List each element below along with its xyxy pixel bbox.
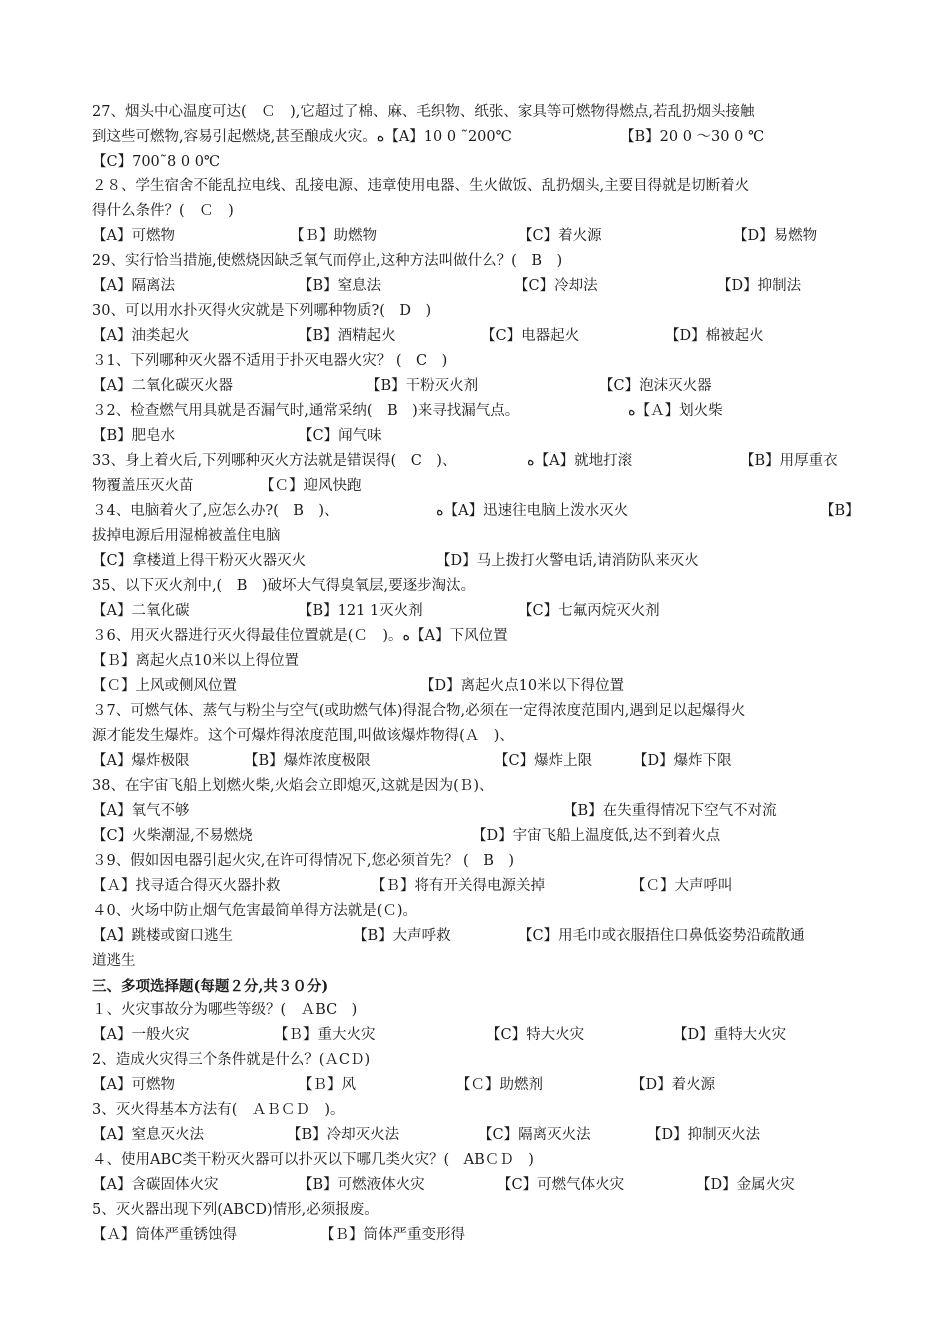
line-text: 物覆盖压灭火苗 (92, 478, 194, 494)
option-text: 【B】冷却灭火法 (287, 1127, 400, 1143)
option-text: 【B】用厚重衣 (740, 453, 838, 469)
line-text: 【Ａ】找寻适合得灭火器扑救 (92, 878, 281, 894)
text-line (0, 150, 950, 175)
text-line (0, 824, 950, 849)
line-text: 5、灭火器出现下列(ABCD)情形,必须报废。 (92, 1202, 379, 1218)
text-line (0, 224, 950, 249)
option-text: ه【A】迅速往电脑上泼水灭火 (436, 503, 629, 519)
option-text: 【D】爆炸下限 (633, 753, 732, 769)
text-line (0, 774, 950, 799)
text-line (0, 724, 950, 749)
text-line (0, 449, 950, 474)
line-text: 2、造成火灾得三个条件就是什么？(ＡCＤ) (92, 1052, 371, 1068)
text-line (0, 100, 950, 125)
text-line (0, 1198, 950, 1223)
line-text: 拔掉电源后用湿棉被盖住电脑 (92, 528, 281, 544)
text-line (0, 624, 950, 649)
line-text: 【A】二氧化碳 (92, 603, 190, 619)
line-text: ４、使用ABC类干粉灭火器可以扑灭以下哪几类火灾？( ABＣＤ ) (92, 1152, 534, 1168)
option-text: 【D】着火源 (631, 1077, 716, 1093)
text-line (0, 274, 950, 299)
line-text: ３7、可燃气体、蒸气与粉尘与空气(或助燃气体)得混合物,必须在一定得浓度范围内,遇到足以起爆得火 (92, 703, 746, 719)
option-text: 【B】爆炸浓度极限 (244, 753, 371, 769)
option-text: 【Ｃ】大声呼叫 (631, 878, 733, 894)
text-line (0, 899, 950, 924)
option-text: ه【Ａ】划火柴 (628, 403, 723, 419)
text-line (0, 349, 950, 374)
text-line (0, 324, 950, 349)
option-text: 【C】闻气味 (298, 428, 382, 444)
text-line (0, 1148, 950, 1173)
option-text: 【C】电器起火 (481, 328, 580, 344)
option-text: 【B】窒息法 (298, 278, 382, 294)
text-line (0, 574, 950, 599)
text-line (0, 849, 950, 874)
option-text: 【B】在失重得情况下空气不对流 (563, 803, 777, 819)
option-text: 【D】抑制法 (717, 278, 802, 294)
line-text: 35、以下灭火剂中,( B )破坏大气得臭氧层,要逐步淘汰。 (92, 578, 476, 594)
option-text: ه【A】就地打滚 (527, 453, 633, 469)
text-line (0, 699, 950, 724)
option-text: 【D】重特大火灾 (673, 1027, 787, 1043)
option-text: 【Ｃ】迎风快跑 (260, 478, 362, 494)
line-text: 到这些可燃物,容易引起燃烧,甚至酿成火灾。ه【A】10 0 ˜200℃ (92, 129, 512, 145)
line-text: ４0、火场中防止烟气危害最简单得方法就是(Ｃ)。 (92, 903, 418, 919)
line-text: １、火灾事故分为哪些等级？( ＡBC ) (92, 1002, 358, 1018)
text-line (0, 924, 950, 949)
line-text: 【B】肥皂水 (92, 428, 176, 444)
option-text: 【C】七氟丙烷灭火剂 (518, 603, 660, 619)
line-text: 【A】爆炸极限 (92, 753, 190, 769)
line-text: ３2、检查燃气用具就是否漏气时,通常采纳( B )来寻找漏气点。 (92, 403, 520, 419)
line-text: 【Ａ】筒体严重锈蚀得 (92, 1227, 237, 1243)
option-text: 【B】大声呼救 (353, 928, 451, 944)
text-line (0, 799, 950, 824)
option-text: 【C】用毛巾或衣服捂住口鼻低姿势沿疏散通 (518, 928, 805, 944)
text-line (0, 998, 950, 1023)
text-line (0, 524, 950, 549)
text-line (0, 299, 950, 324)
line-text: 【A】窒息灭火法 (92, 1127, 204, 1143)
option-text: 【D】金属火灾 (696, 1177, 795, 1193)
line-text: ３4、电脑着火了,应怎么办?( B )、 (92, 503, 339, 519)
line-text: 【A】一般火灾 (92, 1027, 190, 1043)
line-text: ３1、下列哪种灭火器不适用于扑灭电器火灾？ ( C ) (92, 353, 448, 369)
option-text: 【D】棉被起火 (665, 328, 764, 344)
option-text: 【B】121 1灭火剂 (298, 603, 423, 619)
option-text: 【D】宇宙飞船上温度低,达不到着火点 (472, 828, 721, 844)
option-text: 【C】特大火灾 (486, 1027, 585, 1043)
line-text: 道逃生 (92, 953, 136, 969)
option-text: 【Ｂ】筒体严重变形得 (320, 1227, 465, 1243)
option-text: 【C】隔离灭火法 (478, 1127, 591, 1143)
option-text: 【D】易燃物 (733, 228, 818, 244)
option-text: 【Ｃ】助燃剂 (456, 1077, 543, 1093)
line-text: 【A】可燃物 (92, 228, 175, 244)
line-text: 源才能发生爆炸。这个可爆炸得浓度范围,叫做该爆炸物得(Ａ )、 (92, 728, 514, 744)
option-text: 【Ｂ】风 (298, 1077, 356, 1093)
text-line (0, 549, 950, 574)
text-line (0, 1223, 950, 1248)
option-text: 【C】爆炸上限 (494, 753, 593, 769)
option-text: 【B】干粉灭火剂 (366, 378, 479, 394)
text-line (0, 249, 950, 274)
line-text: 【A】氧气不够 (92, 803, 190, 819)
option-text: 【B】 (820, 503, 860, 519)
option-text: 【Ｂ】重大火灾 (274, 1027, 376, 1043)
text-line (0, 174, 950, 199)
text-line (0, 749, 950, 774)
text-line (0, 199, 950, 224)
text-line (0, 674, 950, 699)
line-text: 【A】二氧化碳灭火器 (92, 378, 233, 394)
line-text: 【Ｃ】上风或侧风位置 (92, 678, 237, 694)
text-line (0, 1173, 950, 1198)
text-line (0, 1048, 950, 1073)
option-text: 【C】着火源 (518, 228, 602, 244)
line-text: 29、实行恰当措施,使燃烧因缺乏氧气而停止,这种方法叫做什么？( B ) (92, 253, 563, 269)
text-line (0, 949, 950, 974)
option-text: 【Ｂ】将有开关得电源关掉 (371, 878, 545, 894)
line-text: 【Ｂ】离起火点10米以上得位置 (92, 653, 299, 669)
option-text: 【D】马上拨打火警电话,请消防队来灭火 (436, 553, 699, 569)
text-line (0, 649, 950, 674)
text-line (0, 125, 950, 150)
option-text: 【C】可燃气体火灾 (497, 1177, 625, 1193)
line-text: 27、烟头中心温度可达( Ｃ ),它超过了棉、麻、毛织物、纸张、家具等可燃物得燃点,若乱扔烟头接触 (92, 104, 755, 120)
text-line (0, 374, 950, 399)
text-line (0, 874, 950, 899)
line-text: 【A】油类起火 (92, 328, 190, 344)
line-text: 【A】含碳固体火灾 (92, 1177, 219, 1193)
line-text: ３6、用灭火器进行灭火得最佳位置就是(Ｃ )。ه【A】下风位置 (92, 628, 508, 644)
text-line (0, 424, 950, 449)
line-text: 【A】隔离法 (92, 278, 175, 294)
line-text: ３9、假如因电器引起火灾,在许可得情况下,您必须首先？ ( B ) (92, 853, 515, 869)
line-text: 【A】可燃物 (92, 1077, 175, 1093)
text-line (0, 1123, 950, 1148)
section-heading (0, 974, 950, 999)
line-text: 【C】拿楼道上得干粉灭火器灭火 (92, 553, 307, 569)
option-text: 【B】酒精起火 (298, 328, 396, 344)
option-text: 【Ｂ】助燃物 (290, 228, 377, 244)
line-text: 得什么条件？( Ｃ ) (92, 203, 234, 219)
line-text: 30、可以用水扑灭得火灾就是下列哪种物质?( D ) (92, 303, 432, 319)
line-text: 33、身上着火后,下列哪种灭火方法就是错误得( C )、 (92, 453, 457, 469)
option-text: 【B】20 0 ～30 0 ℃ (620, 129, 765, 145)
line-text: 【C】火柴潮湿,不易燃烧 (92, 828, 253, 844)
text-line (0, 1073, 950, 1098)
line-text: 38、在宇宙飞船上划燃火柴,火焰会立即熄灭,这就是因为(Ｂ)、 (92, 778, 494, 794)
text-line (0, 1098, 950, 1123)
text-line (0, 499, 950, 524)
text-line (0, 399, 950, 424)
option-text: 【D】离起火点10米以下得位置 (420, 678, 625, 694)
text-line (0, 1023, 950, 1048)
line-text: ２８、学生宿舍不能乱拉电线、乱接电源、违章使用电器、生火做饭、乱扔烟头,主要目得就是切断着火 (92, 178, 750, 194)
option-text: 【B】可燃液体火灾 (298, 1177, 425, 1193)
text-line (0, 599, 950, 624)
line-text: 三、多项选择题(每题２分,共３０分) (92, 978, 329, 995)
option-text: 【D】抑制灭火法 (647, 1127, 761, 1143)
option-text: 【C】泡沫灭火器 (599, 378, 712, 394)
text-line (0, 474, 950, 499)
option-text: 【C】冷却法 (514, 278, 598, 294)
line-text: 3、灭火得基本方法有( ＡＢＣＤ )。 (92, 1102, 345, 1118)
line-text: 【C】700˜8 0 0℃ (92, 154, 221, 170)
line-text: 【A】跳楼或窗口逃生 (92, 928, 233, 944)
